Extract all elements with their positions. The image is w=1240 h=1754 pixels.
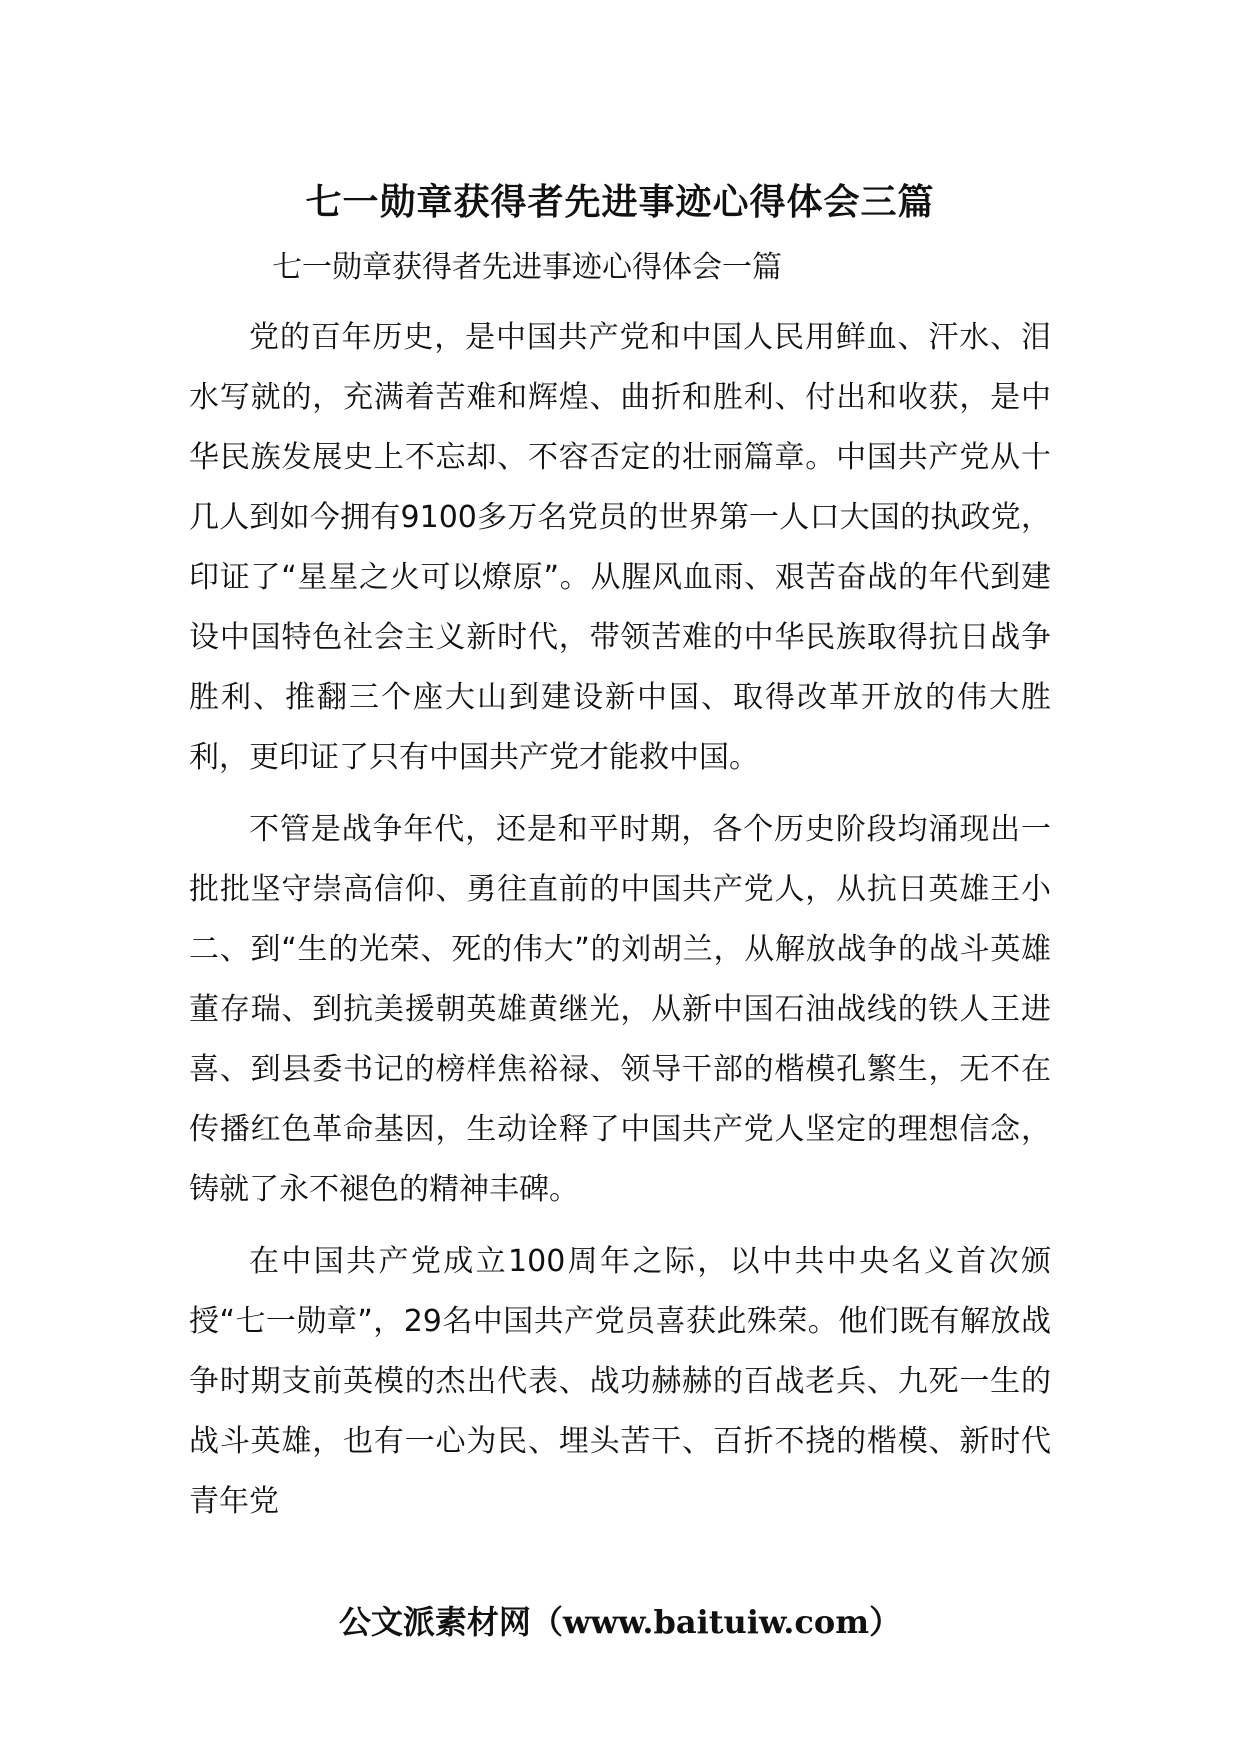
body-paragraph: 党的百年历史，是中国共产党和中国人民用鲜血、汗水、泪水写就的，充满着苦难和辉煌、曲折和胜利、付出和收获，是中华民族发展史上不忘却、不容否定的壮丽篇章。中国共产党从十几人到如今拥有9100多万名党员的世界第一人口大国的执政党，印证了“星星之火可以燎原”。从腥风血雨、艰苦奋战的年代到建设中国特色社会主义新时代，带领苦难的中华民族取得抗日战争胜利、推翻三个座大山到建设新中国、取得改革开放的伟大胜利，更印证了只有中国共产党才能救中国。 — [189, 320, 1051, 775]
page-footer-watermark: 公文派素材网（www.baituiw.com） — [338, 1603, 902, 1641]
body-paragraph: 在中国共产党成立100周年之际，以中共中央名义首次颁授“七一勋章”，29名中国共产党员喜获此殊荣。他们既有解放战争时期支前英模的杰出代表、战功赫赫的百战老兵、九死一生的战斗英雄，也有一心为民、埋头苦干、百折不挠的楷模、新时代青年党 — [189, 1244, 1051, 1519]
document-body — [189, 308, 1051, 1544]
document-subtitle: 七一勋章获得者先进事迹心得体会一篇 — [272, 250, 782, 285]
document-title: 七一勋章获得者先进事迹心得体会三篇 — [305, 181, 935, 223]
body-paragraph: 不管是战争年代，还是和平时期，各个历史阶段均涌现出一批批坚守崇高信仰、勇往直前的中国共产党人，从抗日英雄王小二、到“生的光荣、死的伟大”的刘胡兰，从解放战争的战斗英雄董存瑞、到抗美援朝英雄黄继光，从新中国石油战线的铁人王进喜、到县委书记的榜样焦裕禄、领导干部的楷模孔繁生，无不在传播红色革命基因，生动诠释了中国共产党人坚定的理想信念，铸就了永不褪色的精神丰碑。 — [189, 812, 1051, 1207]
